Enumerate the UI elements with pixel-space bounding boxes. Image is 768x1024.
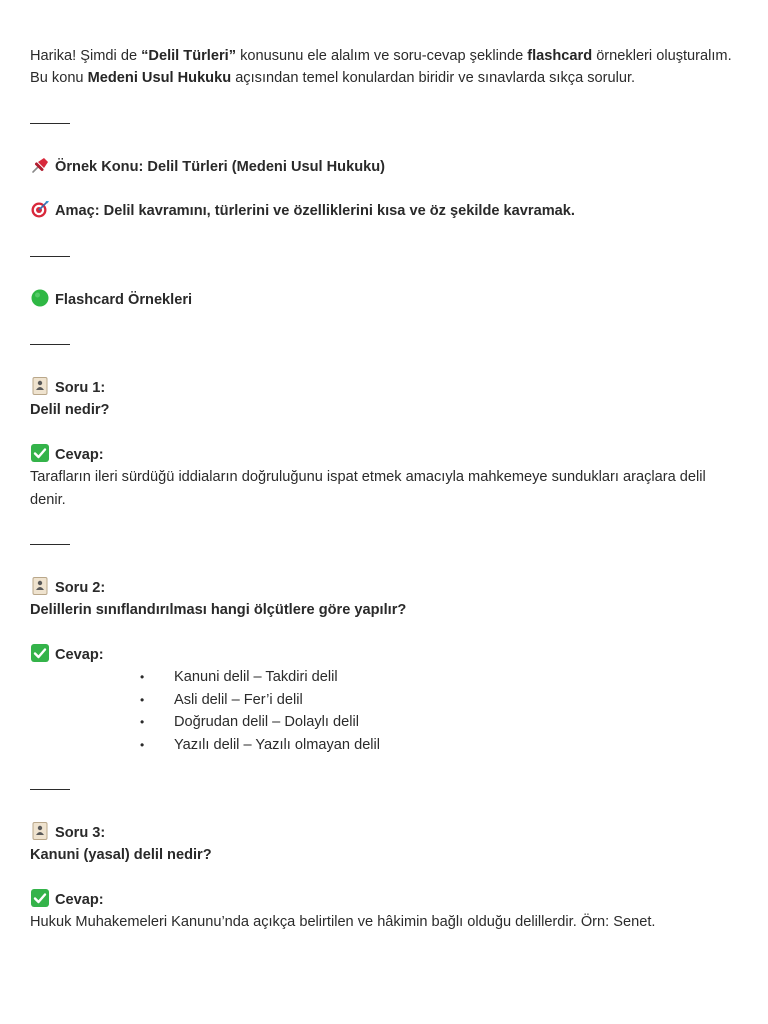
- check-mark-icon: [30, 889, 50, 907]
- document-page: [30, 45, 740, 934]
- intro-term-flashcard: flashcard: [527, 48, 593, 64]
- question-label: Soru 2:: [30, 577, 740, 599]
- flashcard-2: [30, 577, 740, 756]
- divider: [30, 123, 70, 124]
- answer-label: Cevap:: [30, 644, 740, 666]
- check-mark-icon: [30, 444, 50, 462]
- answer-label: Cevap:: [30, 889, 740, 911]
- list-item: • Asli delil – Fer’i delil: [140, 689, 740, 711]
- check-mark-icon: [30, 644, 50, 662]
- topic-line: Örnek Konu: Delil Türleri (Medeni Usul Hukuku): [30, 156, 740, 178]
- card-icon: [30, 822, 50, 840]
- target-dart-icon: [30, 200, 50, 218]
- intro-term-delil-turleri: “Delil Türleri”: [141, 48, 237, 64]
- bullet: •: [140, 670, 145, 685]
- flashcard-1: [30, 377, 740, 511]
- flashcard-3: [30, 822, 740, 934]
- list-item: • Yazılı delil – Yazılı olmayan delil: [140, 734, 740, 756]
- question-text: Kanuni (yasal) delil nedir?: [30, 847, 212, 864]
- intro-paragraph: Harika! Şimdi de “Delil Türleri” konusunu ele alalım ve soru-cevap şeklinde flashcard örnekleri oluşturalım. Bu konu Medeni Usul Hukuku açısından temel konulardan biridir ve sınavlarda sıkça sorulur.: [30, 48, 732, 87]
- bullet: •: [140, 737, 145, 752]
- divider: [30, 544, 70, 545]
- divider: [30, 789, 70, 790]
- card-icon: [30, 377, 50, 395]
- green-circle-icon: [30, 289, 50, 307]
- list-item: • Kanuni delil – Takdiri delil: [140, 666, 740, 688]
- question-label: Soru 3:: [30, 822, 740, 844]
- goal-line: Amaç: Delil kavramını, türlerini ve özelliklerini kısa ve öz şekilde kavramak.: [30, 200, 740, 222]
- question-text: Delillerin sınıflandırılması hangi ölçütlere göre yapılır?: [30, 602, 407, 619]
- divider: [30, 256, 70, 257]
- question-text: Delil nedir?: [30, 402, 110, 419]
- answer-label: Cevap:: [30, 444, 740, 466]
- bullet: •: [140, 692, 145, 707]
- answer-list: [30, 666, 740, 756]
- section-heading: Flashcard Örnekleri: [30, 289, 740, 311]
- pushpin-icon: [30, 156, 50, 174]
- intro-term-medeni-usul: Medeni Usul Hukuku: [87, 70, 232, 87]
- question-label: Soru 1:: [30, 377, 740, 399]
- answer-text: Tarafların ileri sürdüğü iddiaların doğruluğunu ispat etmek amacıyla mahkemeye sundukları araçlara delil denir.: [30, 469, 706, 508]
- answer-text: Hukuk Muhakemeleri Kanunu’nda açıkça belirtilen ve hâkimin bağlı olduğu delillerdir. Örn: Senet.: [30, 914, 656, 931]
- list-item: • Doğrudan delil – Dolaylı delil: [140, 711, 740, 733]
- card-icon: [30, 577, 50, 595]
- divider: [30, 344, 70, 345]
- bullet: •: [140, 715, 145, 730]
